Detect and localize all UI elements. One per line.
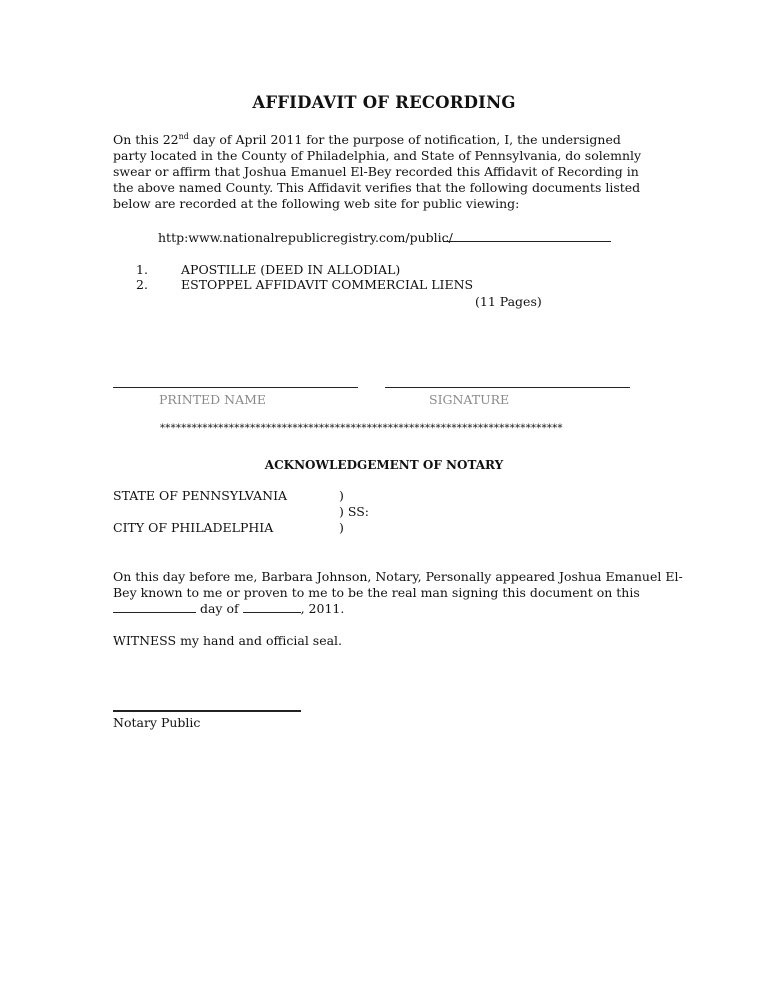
url-blank-line xyxy=(443,241,611,242)
venue-paren-1: ) xyxy=(339,488,344,503)
notary-paragraph-line-3 xyxy=(113,601,344,617)
document-list-item-1: APOSTILLE (DEED IN ALLODIAL) xyxy=(181,262,401,277)
registry-url xyxy=(158,230,453,246)
notary-heading: ACKNOWLEDGEMENT OF NOTARY xyxy=(264,458,504,472)
venue-state: STATE OF PENNSYLVANIA xyxy=(113,488,288,503)
document-list-number-2: 2. xyxy=(136,277,148,292)
intro-paragraph xyxy=(113,132,653,212)
registry-url-text: http:www.nationalrepublicregistry.com/public/ xyxy=(158,230,453,245)
month-blank-line xyxy=(243,601,301,613)
year-text: , 2011. xyxy=(300,601,345,616)
document-list-number-1: 1. xyxy=(136,262,148,277)
venue-ss: ) SS: xyxy=(339,504,369,519)
signature-line xyxy=(385,387,630,388)
venue-city: CITY OF PHILADELPHIA xyxy=(113,520,274,535)
day-blank-line xyxy=(113,601,196,613)
printed-name-line xyxy=(113,387,358,388)
witness-statement: WITNESS my hand and official seal. xyxy=(113,633,343,648)
document-list-item-2: ESTOPPEL AFFIDAVIT COMMERCIAL LIENS xyxy=(181,277,474,292)
notary-public-label: Notary Public xyxy=(113,715,201,730)
notary-signature-line xyxy=(113,710,301,712)
day-of-text: day of xyxy=(196,601,243,616)
signature-label: SIGNATURE xyxy=(429,392,510,407)
notary-paragraph-line-2: Bey known to me or proven to me to be the real man signing this document on this xyxy=(113,585,640,600)
intro-text-rest: day of April 2011 for the purpose of notification, I, the undersigned party located in the County of Philadelphia, and State of Pennsylvania, do solemnly swear or affirm that Joshua Emanuel El-Bey recorded this Affidavit of Recording in the above named County. This Affidavit verifies that the following documents listed below are recorded at the following web site for public viewing: xyxy=(113,132,642,211)
venue-paren-3: ) xyxy=(339,520,344,535)
separator-asterisks: **************************************************************************** xyxy=(160,423,563,434)
intro-text-start: On this 22 xyxy=(113,132,179,147)
page-count: (11 Pages) xyxy=(475,294,542,309)
printed-name-label: PRINTED NAME xyxy=(159,392,267,407)
intro-superscript: nd xyxy=(178,131,189,141)
document-title: AFFIDAVIT OF RECORDING xyxy=(252,93,516,112)
notary-paragraph-line-1: On this day before me, Barbara Johnson, Notary, Personally appeared Joshua Emanuel El- xyxy=(113,569,683,584)
